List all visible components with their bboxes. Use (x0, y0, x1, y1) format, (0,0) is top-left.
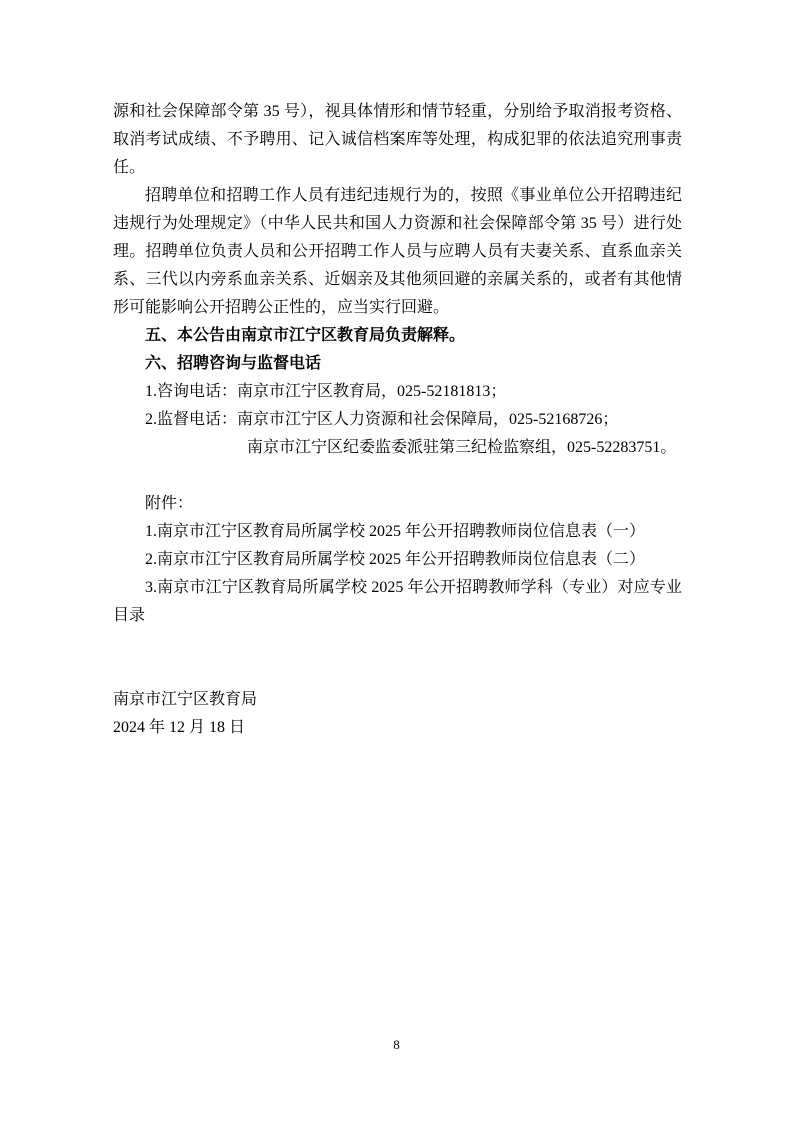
section-heading-six: 六、招聘咨询与监督电话 (145, 355, 322, 372)
paragraph-penalty-continued: 源和社会保障部令第 35 号），视具体情形和情节轻重，分别给予取消报考资格、取消考试成绩、不予聘用、记入诚信档案库等处理，构成犯罪的依法追究刑事责任。 (113, 103, 682, 176)
signature-block (113, 686, 682, 742)
phone-line-consult: 1.咨询电话：南京市江宁区教育局，025-52181813； (145, 383, 507, 400)
document-content (113, 98, 682, 742)
attachment-item: 1.南京市江宁区教育局所属学校 2025 年公开招聘教师岗位信息表（一） (145, 523, 646, 540)
attachments-label: 附件： (145, 495, 194, 512)
attachment-item: 2.南京市江宁区教育局所属学校 2025 年公开招聘教师岗位信息表（二） (145, 551, 646, 568)
page-number: 8 (393, 1037, 400, 1052)
signature-org: 南京市江宁区教育局 (113, 691, 258, 708)
paragraph-recusal: 招聘单位和招聘工作人员有违纪违规行为的，按照《事业单位公开招聘违纪违规行为处理规定》（中华人民共和国人力资源和社会保障部令第 35 号）进行处理。招聘单位负责人员和公开招聘工作人员与应聘人员有夫妻关系、直系血亲关系、三代以内旁系血亲关系、近姻亲及其他须回避的亲属关系的，或者有其他情形可能影响公开招聘公正性的，应当实行回避。 (113, 187, 682, 316)
phone-line-supervise: 2.监督电话：南京市江宁区人力资源和社会保障局，025-52168726； (145, 411, 619, 428)
section-heading-five: 五、本公告由南京市江宁区教育局负责解释。 (145, 327, 466, 344)
attachment-item: 3.南京市江宁区教育局所属学校 2025 年公开招聘教师学科（专业）对应专业目录 (113, 579, 682, 624)
signature-date: 2024 年 12 月 18 日 (113, 719, 246, 736)
phone-line-discipline: 南京市江宁区纪委监委派驻第三纪检监察组，025-52283751。 (247, 439, 677, 456)
